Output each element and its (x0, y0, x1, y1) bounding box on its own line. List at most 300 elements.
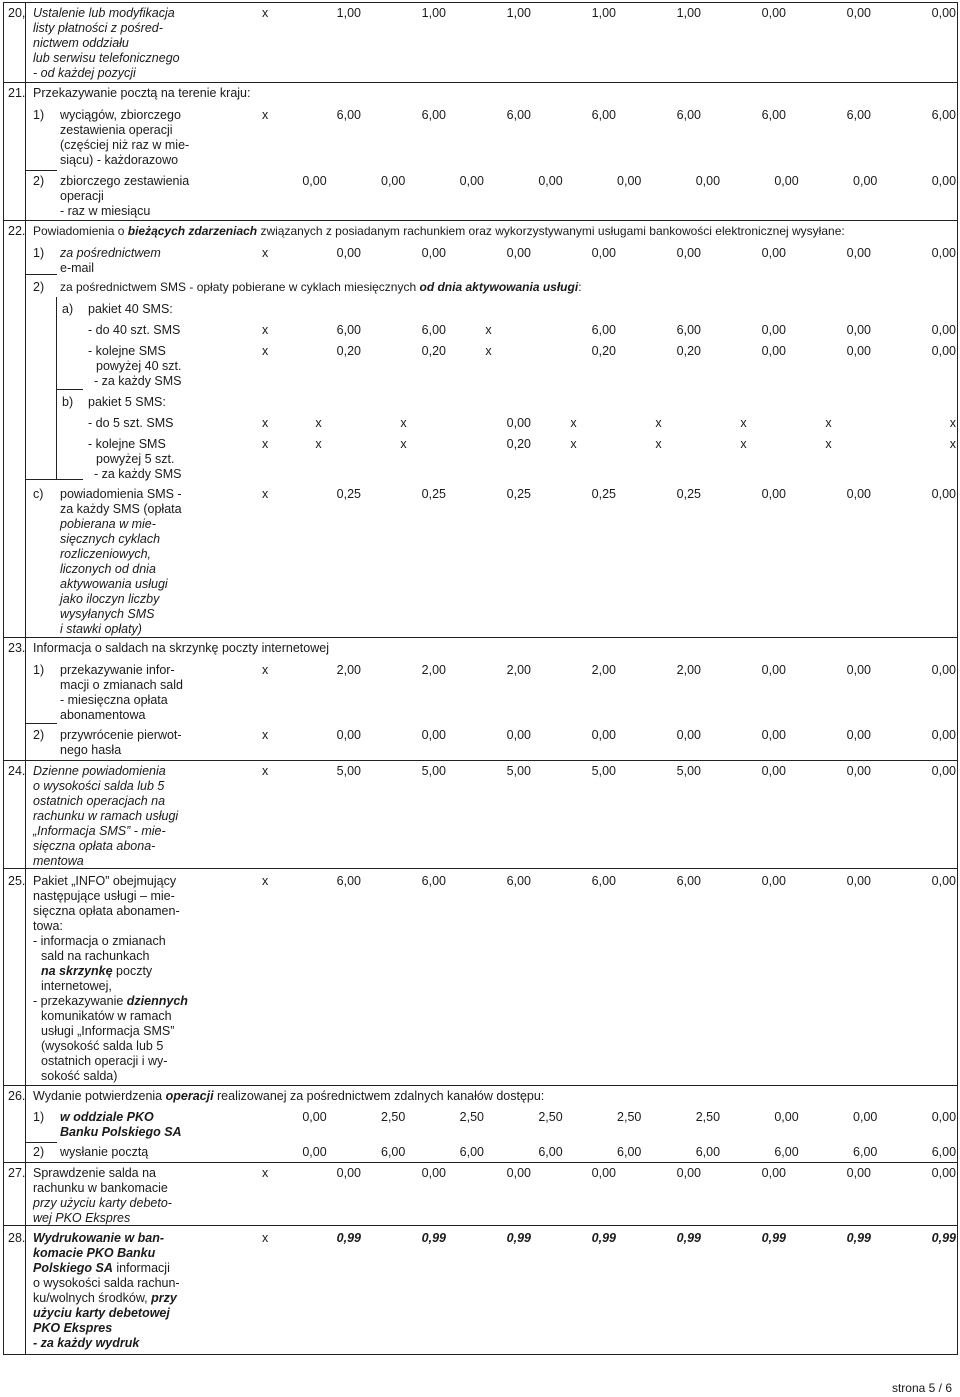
fee-cell: 0,00 (853, 1110, 878, 1124)
sub-item-number: 1) (33, 108, 45, 122)
fee-values (262, 437, 956, 452)
row-label-line: ostatnich operacjach na (33, 794, 166, 808)
row-label-line: o wysokości salda rachun- (33, 1276, 180, 1290)
fee-cell: 0,00 (761, 728, 786, 742)
label-emphasis: na skrzynkę (41, 964, 113, 978)
fee-cell: 0,00 (931, 323, 956, 337)
fee-cell: 0,99 (846, 1231, 871, 1245)
fee-cell: 0,00 (931, 174, 957, 188)
fee-cell: x (262, 1166, 269, 1180)
fee-cell: 0,25 (591, 487, 616, 501)
fee-cell: 0,00 (421, 246, 446, 260)
sub-item-box (25, 479, 26, 637)
fee-cell: 2,00 (506, 663, 531, 677)
label-emphasis: Polskiego SA (33, 1261, 113, 1275)
row-divider (3, 1085, 958, 1086)
fee-cell: 0,00 (591, 246, 616, 260)
row-label-line: sięczna opłata abona- (33, 839, 156, 853)
fee-values (262, 344, 956, 359)
label-part: informacji (112, 1261, 170, 1275)
row-divider (3, 868, 958, 869)
package-line: powyżej 40 szt. (96, 359, 182, 373)
fee-cell: 0,00 (538, 174, 563, 188)
row-label-line: o wysokości salda lub 5 (33, 779, 165, 793)
fee-cell: 0,00 (421, 728, 446, 742)
row-label-line: Pakiet „INFO” obejmujący (33, 874, 177, 888)
row-number: 27. (8, 1166, 26, 1180)
row-divider (3, 220, 958, 221)
fee-cell: 0,00 (506, 246, 531, 260)
heading-part: Wydanie potwierdzenia (33, 1089, 166, 1103)
package-letter: c) (33, 487, 44, 501)
fee-cell: 0,00 (774, 1110, 799, 1124)
sub-item-label: abonamentowa (60, 708, 146, 722)
fee-cell: 0,99 (421, 1231, 446, 1245)
label-part: - przekazywanie (33, 994, 127, 1008)
fee-cell: 0,00 (846, 1166, 871, 1180)
fee-cell: x (400, 416, 407, 430)
fee-cell: 5,00 (336, 764, 361, 778)
fee-cell: 0,00 (421, 1166, 446, 1180)
fee-cell: 6,00 (695, 1145, 721, 1159)
fee-cell: 6,00 (774, 1145, 799, 1159)
fee-cell: 0,00 (931, 487, 956, 501)
row-divider (3, 1162, 958, 1163)
package-line: - do 5 szt. SMS (88, 416, 174, 430)
row-number: 21. (8, 86, 26, 100)
sub-item-label: nego hasła (60, 743, 122, 757)
row-label-line (41, 964, 152, 979)
fee-cell: x (262, 1231, 269, 1245)
row-label-line: ostatnich operacji i wy- (41, 1054, 168, 1068)
fee-cell: 0,99 (591, 1231, 616, 1245)
sub-item-label: liczonych od dnia (60, 562, 156, 576)
fee-cell: x (655, 416, 662, 430)
sub-item-box (25, 1142, 26, 1162)
sub-item-label: zbiorczego zestawienia (60, 174, 190, 188)
fee-cell: x (262, 728, 269, 742)
row-label-line: Wydrukowanie w ban- (33, 1231, 165, 1245)
row-label-line (33, 1261, 170, 1276)
label-emphasis: dziennych (126, 994, 188, 1008)
fee-cell: x (485, 323, 492, 337)
fee-values (248, 1110, 956, 1125)
sub-item-number: 1) (33, 663, 45, 677)
fee-cell: x (655, 437, 662, 451)
fee-values (262, 874, 956, 889)
row-label-line: Dzienne powiadomienia (33, 764, 166, 778)
row-divider (3, 82, 958, 83)
fee-cell: 1,00 (506, 6, 531, 20)
fee-cell: 0,25 (676, 487, 701, 501)
fee-cell: 0,25 (336, 487, 361, 501)
fee-cell: 2,00 (591, 663, 616, 677)
row-heading (33, 224, 845, 239)
fee-cell: x (262, 487, 269, 501)
fee-cell: 0,00 (931, 1110, 957, 1124)
fee-cell: 0,00 (931, 764, 956, 778)
fee-cell: 0,00 (761, 246, 786, 260)
sub-item-label: powiadomienia SMS - (60, 487, 182, 501)
row-label-line: użyciu karty debetowej (33, 1306, 170, 1320)
sub-item-label: - miesięczna opłata (60, 693, 168, 707)
fee-cell: 0,00 (761, 1166, 786, 1180)
fee-cell: 1,00 (591, 6, 616, 20)
row-label-line: mentowa (33, 854, 84, 868)
fee-cell: 0,00 (774, 174, 799, 188)
fee-cell: 0,00 (506, 1166, 531, 1180)
sub-item-label: macji o zmianach sald (60, 678, 183, 692)
row-label-line: sald na rachunkach (41, 949, 150, 963)
sub-item-label: przywrócenie pierwot- (60, 728, 182, 742)
fee-cell: 0,99 (336, 1231, 361, 1245)
fee-cell: 0,00 (302, 1110, 327, 1124)
fee-cell: 0,00 (931, 1166, 956, 1180)
fee-cell: 0,00 (506, 728, 531, 742)
row-heading (33, 1089, 544, 1104)
row-label-line: - informacja o zmianach (33, 934, 166, 948)
package-letter: a) (62, 302, 74, 316)
fee-cell: 0,00 (846, 323, 871, 337)
fee-values (262, 1166, 956, 1181)
sub-item-label: Banku Polskiego SA (60, 1125, 182, 1139)
fee-values (262, 487, 956, 502)
heading-emphasis: bieżących zdarzeniach (127, 224, 258, 238)
fee-cell: 0,99 (506, 1231, 531, 1245)
sub-item-label: operacji (60, 189, 104, 203)
fee-cell: 1,00 (676, 6, 701, 20)
fee-cell: x (949, 437, 956, 451)
package-line: powyżej 5 szt. (96, 452, 175, 466)
fee-cell: 0,00 (591, 728, 616, 742)
fee-cell: 0,00 (761, 323, 786, 337)
package-line: - kolejne SMS (88, 344, 166, 358)
label-part: za pośrednictwem SMS - opłaty pobierane w cyklach miesięcznych (60, 280, 420, 294)
fee-cell: 2,00 (421, 663, 446, 677)
fee-cell: x (485, 344, 492, 358)
fee-cell: 0,20 (591, 344, 616, 358)
fee-cell: 0,00 (676, 728, 701, 742)
fee-cell: 0,00 (761, 344, 786, 358)
fee-cell: 6,00 (591, 323, 616, 337)
sub-item-box (25, 723, 26, 760)
fee-cell: 0,00 (846, 344, 871, 358)
fee-cell: x (315, 416, 322, 430)
sub-item-label: rozliczeniowych, (60, 547, 152, 561)
row-label-line: Ustalenie lub modyfikacja (33, 6, 175, 20)
fee-cell: 2,50 (617, 1110, 642, 1124)
fee-cell: 6,00 (459, 1145, 485, 1159)
fee-cell: 0,00 (931, 6, 956, 20)
fee-cell: 0,00 (695, 174, 721, 188)
page-number: strona 5 / 6 (891, 1381, 952, 1395)
fee-cell: 0,00 (846, 728, 871, 742)
label-emphasis: od dnia aktywowania usługi (419, 280, 579, 294)
label-emphasis: przy (151, 1291, 177, 1305)
row-number: 23. (8, 641, 26, 655)
fee-cell: 0,00 (931, 246, 956, 260)
fee-cell: 0,00 (381, 174, 406, 188)
fee-cell: 6,00 (421, 323, 446, 337)
fee-cell: 0,00 (459, 174, 485, 188)
fee-values (262, 246, 956, 261)
sub-item-label: jako iloczyn liczby (60, 592, 160, 606)
fee-cell: 0,00 (617, 174, 642, 188)
fee-cell: 1,00 (336, 6, 361, 20)
sub-item-label: wysłanie pocztą (60, 1145, 149, 1159)
sub-item-label: siącu) - każdorazowo (60, 153, 179, 167)
fee-cell: 6,00 (336, 108, 361, 122)
sub-item-number: 2) (33, 280, 45, 294)
fee-values (262, 764, 956, 779)
fee-cell: 6,00 (591, 874, 616, 888)
row-label-line: rachunku w bankomacie (33, 1181, 168, 1195)
fee-cell: 0,00 (761, 663, 786, 677)
fee-cell: 5,00 (676, 764, 701, 778)
sub-item-box (25, 274, 57, 480)
row-label-line: towa: (33, 919, 63, 933)
fee-cell: 0,00 (846, 6, 871, 20)
row-label-line (33, 994, 188, 1009)
sub-item-box (25, 170, 26, 220)
row-label-line: następujące usługi – mie- (33, 889, 175, 903)
fee-cell: 6,00 (336, 874, 361, 888)
fee-cell: 0,00 (591, 1166, 616, 1180)
fee-cell: x (740, 437, 747, 451)
sub-item-number: 1) (33, 246, 45, 260)
fee-cell: 2,50 (459, 1110, 485, 1124)
fee-cell: 6,00 (591, 108, 616, 122)
fee-cell: 2,50 (695, 1110, 721, 1124)
fee-cell: 6,00 (931, 108, 956, 122)
row-label-line: lub serwisu telefonicznego (33, 51, 180, 65)
fee-cell: 2,50 (538, 1110, 563, 1124)
fee-cell: 6,00 (506, 108, 531, 122)
package-title: pakiet 40 SMS: (88, 302, 173, 316)
fee-cell: x (262, 416, 269, 430)
fee-cell: 6,00 (421, 874, 446, 888)
fee-cell: 6,00 (853, 1145, 878, 1159)
fee-cell: 0,00 (846, 246, 871, 260)
fee-cell: 0,00 (761, 764, 786, 778)
fee-cell: 0,00 (336, 1166, 361, 1180)
fee-cell: 0,00 (761, 487, 786, 501)
fee-cell: 6,00 (761, 108, 786, 122)
fee-cell: x (315, 437, 322, 451)
fee-cell: 0,00 (506, 416, 531, 430)
row-label-line: (wysokość salda lub 5 (41, 1039, 164, 1053)
sub-item-label: za pośrednictwem (60, 246, 161, 260)
fee-cell: x (262, 323, 269, 337)
sub-item-number: 2) (33, 1145, 45, 1159)
fee-cell: 0,00 (761, 874, 786, 888)
heading-part: realizowanej za pośrednictwem zdalnych kanałów dostępu: (213, 1089, 545, 1103)
fee-cell: 0,20 (336, 344, 361, 358)
fee-cell: 5,00 (506, 764, 531, 778)
row-number: 20, (8, 6, 26, 20)
fee-cell: 0,00 (931, 344, 956, 358)
sub-item-label: w oddziale PKO (60, 1110, 154, 1124)
fee-cell: 0,00 (846, 874, 871, 888)
fee-cell: 0,00 (931, 874, 956, 888)
fee-cell: 0,00 (336, 246, 361, 260)
sub-item-label (60, 280, 582, 295)
row-label-line: sokość salda) (41, 1069, 118, 1083)
fee-cell: 6,00 (506, 874, 531, 888)
fee-cell: x (949, 416, 956, 430)
fee-cell: 0,00 (302, 1145, 327, 1159)
fee-cell: 6,00 (617, 1145, 642, 1159)
fee-cell: 0,00 (761, 6, 786, 20)
sub-item-label: wysyłanych SMS (60, 607, 155, 621)
fee-cell: 2,00 (676, 663, 701, 677)
package-line: - kolejne SMS (88, 437, 166, 451)
fee-cell: 0,00 (676, 1166, 701, 1180)
row-heading: Informacja o saldach na skrzynkę poczty internetowej (33, 641, 329, 655)
row-number: 25. (8, 874, 26, 888)
fee-values (248, 174, 956, 189)
row-number: 24. (8, 764, 26, 778)
label-part: ku/wolnych środków, (33, 1291, 152, 1305)
fee-cell: 0,25 (506, 487, 531, 501)
fee-cell: x (825, 416, 832, 430)
fee-cell: 6,00 (381, 1145, 406, 1159)
fee-cell: 0,20 (506, 437, 531, 451)
fee-values (262, 416, 956, 431)
fee-values (262, 728, 956, 743)
fee-cell: 6,00 (676, 874, 701, 888)
sub-item-label: sięcznych cyklach (60, 532, 161, 546)
row-label-line: rachunku w ramach usługi (33, 809, 179, 823)
sub-item-label: wyciągów, zbiorczego (60, 108, 181, 122)
fee-cell: 0,00 (931, 663, 956, 677)
fee-cell: 5,00 (591, 764, 616, 778)
row-label-line: - za każdy wydruk (33, 1336, 140, 1350)
fee-cell: 0,00 (846, 487, 871, 501)
sub-item-label: aktywowania usługi (60, 577, 168, 591)
package-line: - za każdy SMS (94, 467, 182, 481)
sub-item-number: 2) (33, 174, 45, 188)
fee-cell: 6,00 (676, 108, 701, 122)
heading-emphasis: operacji (165, 1089, 214, 1103)
sub-item-number: 2) (33, 728, 45, 742)
row-number: 22. (8, 224, 26, 238)
sub-item-label: za każdy SMS (opłata (60, 502, 182, 516)
fee-cell: x (262, 874, 269, 888)
sub-item-label: e-mail (60, 261, 95, 275)
fee-cell: 0,00 (676, 246, 701, 260)
row-label-line: listy płatności z pośred- (33, 21, 163, 35)
fee-cell: x (262, 764, 269, 778)
sub-item-number: 1) (33, 1110, 45, 1124)
row-divider (3, 1225, 958, 1226)
fee-cell: 0,00 (853, 174, 878, 188)
fee-cell: x (262, 6, 269, 20)
sub-item-label: (częściej niż raz w mie- (60, 138, 190, 152)
heading-part: związanych z posiadanym rachunkiem oraz wykorzystywanymi usługami bankowości elektronicznej wysyłane: (257, 224, 845, 238)
fee-cell: 5,00 (421, 764, 446, 778)
fee-cell: 6,00 (538, 1145, 563, 1159)
row-label-line: Sprawdzenie salda na (33, 1166, 156, 1180)
fee-cell: x (570, 437, 577, 451)
fee-cell: 1,00 (421, 6, 446, 20)
row-number: 26. (8, 1089, 26, 1103)
row-label-line: nictwem oddziału (33, 36, 129, 50)
heading-part: Powiadomienia o (33, 224, 128, 238)
fee-values (262, 6, 956, 21)
fee-cell: x (262, 437, 269, 451)
fee-cell: x (262, 344, 269, 358)
fee-cell: 0,99 (761, 1231, 786, 1245)
row-label-line: komacie PKO Banku (33, 1246, 156, 1260)
row-label-line: PKO Ekspres (33, 1321, 113, 1335)
fee-cell: 0,20 (676, 344, 701, 358)
sub-item-label: i stawki opłaty) (60, 622, 142, 636)
fee-cell: 0,00 (336, 728, 361, 742)
fee-values (262, 663, 956, 678)
fee-cell: 6,00 (336, 323, 361, 337)
sub-item-label: pobierana w mie- (60, 517, 156, 531)
fee-cell: 0,00 (846, 764, 871, 778)
fee-values (248, 1145, 956, 1160)
row-label-line: „Informacja SMS” - mie- (33, 824, 166, 838)
row-label-line: - od każdej pozycji (33, 66, 136, 80)
fee-cell: x (570, 416, 577, 430)
package-letter: b) (62, 395, 74, 409)
fee-cell: 6,00 (846, 108, 871, 122)
row-divider (3, 760, 958, 761)
fee-cell: x (262, 108, 269, 122)
row-label-line: wej PKO Ekspres (33, 1211, 131, 1225)
sub-item-label: przekazywanie infor- (60, 663, 175, 677)
fee-cell: 0,00 (931, 728, 956, 742)
label-part: : (578, 280, 582, 294)
row-label-line: internetowej, (41, 979, 112, 993)
row-label-line: przy użyciu karty debeto- (33, 1196, 172, 1210)
fee-cell: 0,99 (676, 1231, 701, 1245)
fee-cell: 2,00 (336, 663, 361, 677)
fee-cell: x (262, 663, 269, 677)
fee-cell: 0,20 (421, 344, 446, 358)
row-label-line: komunikatów w ramach (41, 1009, 172, 1023)
fee-cell: x (825, 437, 832, 451)
sub-item-label: - raz w miesiącu (60, 204, 151, 218)
fee-values (262, 108, 956, 123)
fee-cell: 0,99 (931, 1231, 956, 1245)
package-title: pakiet 5 SMS: (88, 395, 166, 409)
row-divider (3, 637, 958, 638)
fee-values (262, 323, 956, 338)
row-label-line: usługi „Informacja SMS” (41, 1024, 175, 1038)
row-label-line (33, 1291, 177, 1306)
label-part: poczty (112, 964, 153, 978)
package-line: - do 40 szt. SMS (88, 323, 181, 337)
fee-cell: x (400, 437, 407, 451)
fee-cell: 2,50 (381, 1110, 406, 1124)
fee-cell: x (740, 416, 747, 430)
sub-item-label: zestawienia operacji (60, 123, 173, 137)
package-line: - za każdy SMS (94, 374, 182, 388)
row-number: 28. (8, 1231, 26, 1245)
fee-cell: 6,00 (421, 108, 446, 122)
row-heading: Przekazywanie pocztą na terenie kraju: (33, 86, 251, 100)
fee-cell: 0,25 (421, 487, 446, 501)
fee-cell: 0,00 (846, 663, 871, 677)
row-label-line: sięczna opłata abonamen- (33, 904, 180, 918)
fee-values (262, 1231, 956, 1246)
fee-cell: 0,00 (302, 174, 327, 188)
fee-cell: x (262, 246, 269, 260)
